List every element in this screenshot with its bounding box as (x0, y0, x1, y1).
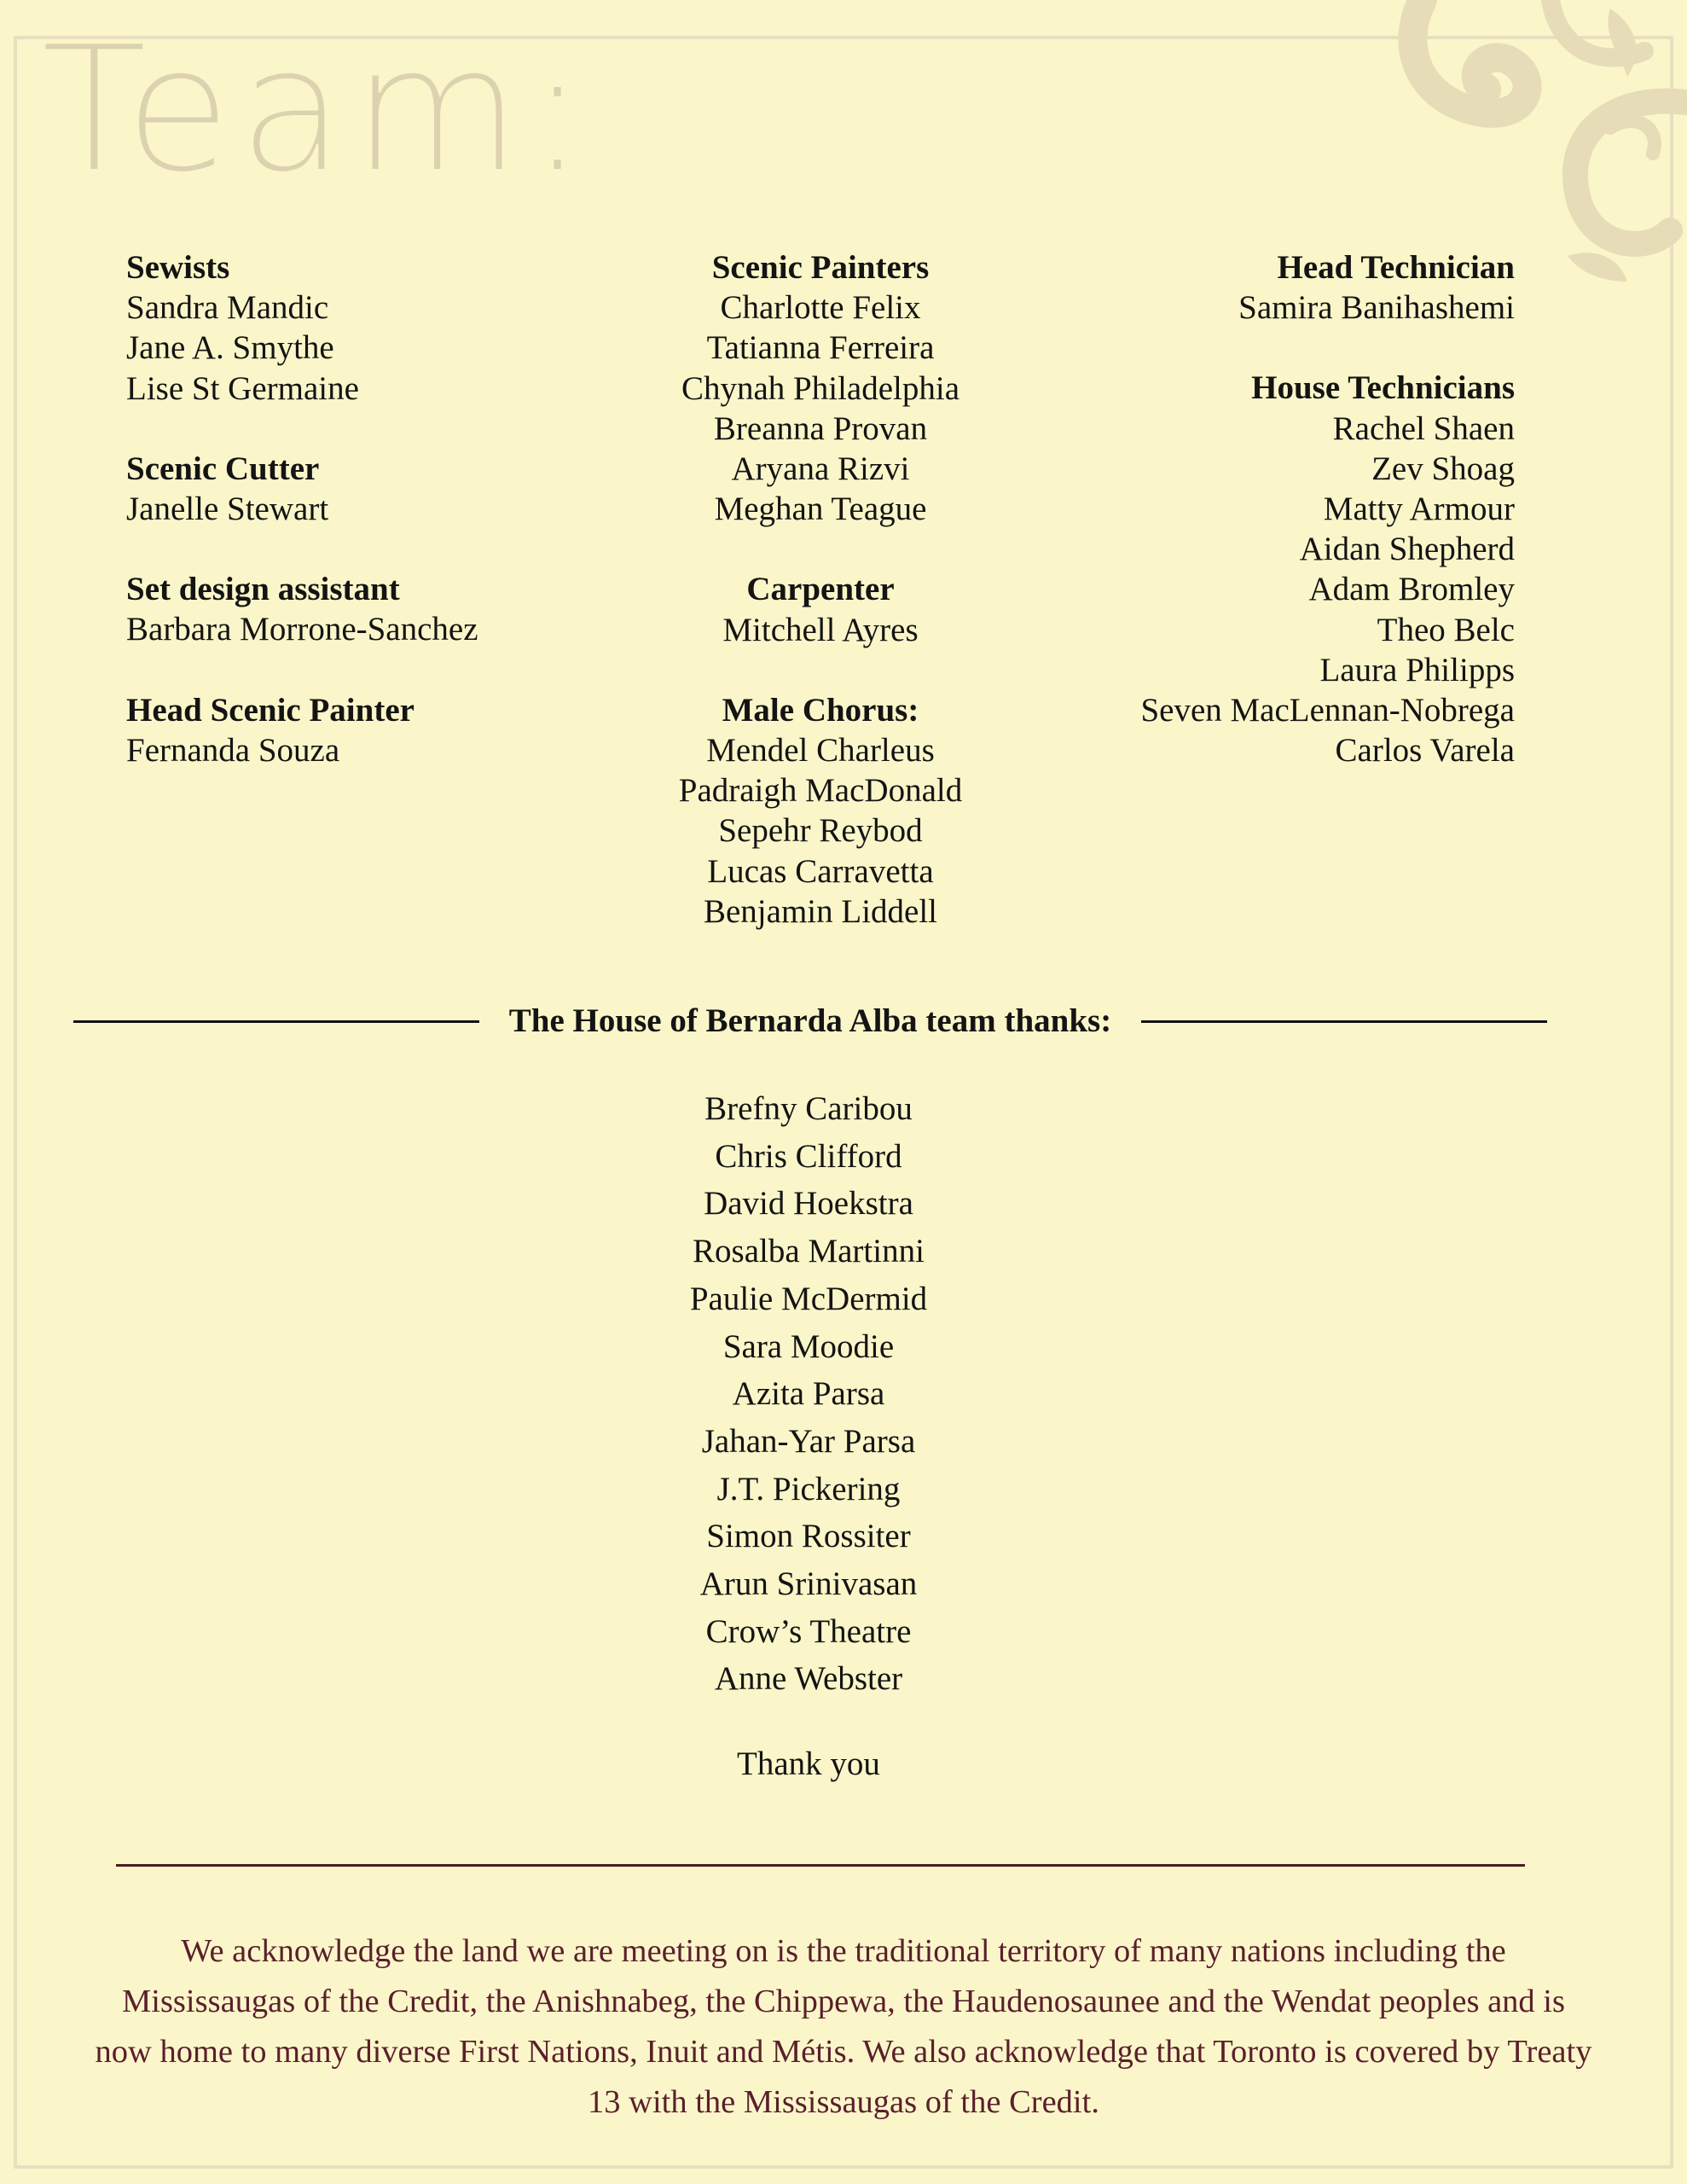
thanks-name: Anne Webster (714, 1660, 903, 1698)
thanks-name: Paulie McDermid (689, 1280, 928, 1317)
crew-member-name: Fernanda Souza (126, 731, 340, 769)
crew-member-name: Janelle Stewart (126, 491, 329, 528)
crew-member-name: Matty Armour (1323, 491, 1515, 528)
crew-group-heading: Set design assistant (126, 571, 400, 608)
crew-group-heading: Head Technician (1277, 249, 1515, 286)
thanks-name: Crow’s Theatre (705, 1612, 912, 1650)
crew-member-name: Carlos Varela (1335, 732, 1515, 770)
thanks-name: J.T. Pickering (716, 1470, 901, 1507)
crew-member-name: Tatianna Ferreira (706, 329, 935, 367)
crew-member-name: Theo Belc (1377, 611, 1515, 648)
crew-group (1058, 368, 1515, 770)
thanks-name: Jahan-Yar Parsa (701, 1422, 916, 1460)
crew-group (597, 569, 1044, 649)
thanks-name: David Hoekstra (704, 1185, 913, 1223)
thanks-name: Brefny Caribou (704, 1090, 913, 1127)
crew-group-heading: Sewists (126, 249, 230, 286)
crew-group-heading: Male Chorus: (722, 691, 919, 729)
crew-member-name: Barbara Morrone-Sanchez (126, 611, 478, 648)
crew-member-name: Aidan Shepherd (1299, 531, 1515, 568)
crew-column-middle (597, 247, 1044, 972)
crew-member-name: Lise St Germaine (126, 369, 359, 407)
crew-member-name: Samira Banihashemi (1238, 289, 1515, 327)
crew-member-name: Adam Bromley (1308, 571, 1515, 608)
thanks-name: Simon Rossiter (706, 1518, 911, 1555)
thanks-name: Azita Parsa (732, 1375, 885, 1413)
crew-group (126, 449, 570, 529)
land-acknowledgement: We acknowledge the land we are meeting on is the traditional territory of many nations including the Mississaugas of the Credit, the Anishnabeg, the Chippewa, the Haudenosaunee and the Wendat peoples and is now home to many diverse First Nations, Inuit and Métis. We also acknowledge that Toronto is covered by Treaty 13 with the Mississaugas of the Credit. (95, 1933, 1592, 2120)
thanks-list (597, 1085, 1020, 1703)
thanks-heading-row (73, 998, 1547, 1044)
crew-group-heading: House Technicians (1251, 369, 1515, 407)
thank-you-text: Thank you (737, 1745, 880, 1782)
crew-member-name: Jane A. Smythe (126, 329, 334, 367)
thanks-name: Rosalba Martinni (693, 1233, 925, 1270)
crew-group-heading: Scenic Painters (711, 249, 930, 286)
crew-member-name: Meghan Teague (714, 491, 927, 528)
heading-rule-left (73, 1020, 479, 1023)
crew-column-right (1058, 247, 1515, 810)
heading-rule-right (1141, 1020, 1547, 1023)
crew-member-name: Padraigh MacDonald (678, 772, 963, 810)
section-divider (116, 1864, 1525, 1867)
crew-member-name: Mendel Charleus (706, 732, 935, 770)
crew-group (597, 247, 1044, 529)
crew-member-name: Sandra Mandic (126, 289, 329, 327)
crew-group (1058, 247, 1515, 328)
crew-member-name: Mitchell Ayres (722, 611, 919, 648)
crew-group (597, 690, 1044, 932)
crew-group (126, 569, 570, 649)
crew-member-name: Benjamin Liddell (703, 892, 938, 930)
thanks-heading: The House of Bernarda Alba team thanks: (508, 1002, 1112, 1039)
crew-member-name: Aryana Rizvi (731, 450, 910, 488)
crew-member-name: Chynah Philadelphia (681, 369, 960, 407)
thanks-name: Chris Clifford (715, 1137, 902, 1175)
thanks-name: Arun Srinivasan (699, 1565, 918, 1603)
crew-member-name: Rachel Shaen (1332, 410, 1515, 447)
crew-group (126, 247, 570, 409)
crew-member-name: Laura Philipps (1319, 651, 1515, 688)
crew-member-name: Lucas Carravetta (707, 852, 934, 890)
crew-member-name: Charlotte Felix (720, 289, 921, 327)
crew-group-heading: Head Scenic Painter (126, 691, 415, 729)
crew-column-left (126, 247, 570, 810)
page-title: Team: (41, 9, 594, 212)
crew-member-name: Breanna Provan (713, 410, 928, 447)
crew-group-heading: Scenic Cutter (126, 450, 320, 487)
crew-member-name: Zev Shoag (1371, 450, 1515, 487)
thanks-name: Sara Moodie (722, 1327, 895, 1365)
crew-group-heading: Carpenter (746, 571, 895, 608)
crew-group (126, 690, 570, 770)
crew-member-name: Sepehr Reybod (718, 812, 923, 850)
crew-member-name: Seven MacLennan-Nobrega (1140, 692, 1515, 729)
